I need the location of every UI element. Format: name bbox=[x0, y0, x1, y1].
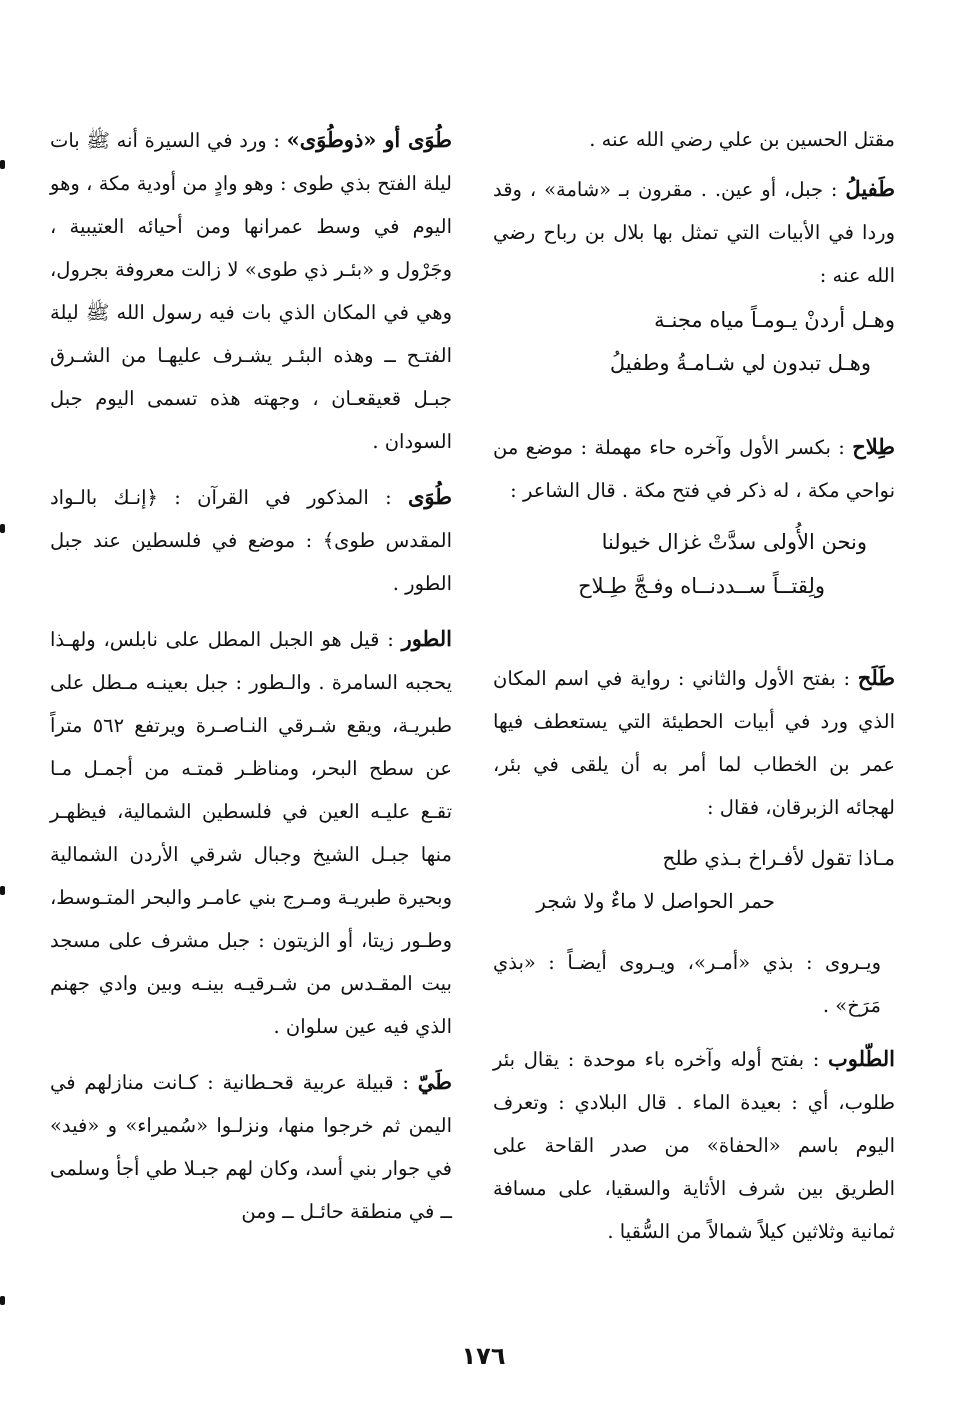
headword: طَيّ bbox=[417, 1069, 452, 1094]
entry-text: : قيل هو الجبل المطل على نابلس، ولهـذا يحجبه السامرة . والـطور : جبل بعينـه مـطل على طبريـة، ويقع شـرقي النـاصـرة ويرتفع ٥٦٢ متراً عن سطح البحر، ومناظـر قمتـه من أجمـل مـا تقـع عليـه العين في فلسطين الشمالية، فيظهـر منها جبـل الشيخ وجبال شرقي الأردن الشمالية وبحيرة طبريـة ومـرج بني عامـر والبحر المتـوسط، وطـور زيتا، أو الزيتون : جبل مشرف على مسجد بيت المقـدس من شـرقيـه بينـه وبين وادي جهنم الذي فيه عين سلوان . bbox=[50, 628, 452, 1038]
verse bbox=[493, 837, 895, 923]
headword: طَلَح bbox=[857, 665, 895, 690]
right-column bbox=[493, 118, 895, 1261]
entry-tafil bbox=[493, 167, 895, 297]
page-number: ١٧٦ bbox=[461, 1342, 506, 1370]
entry-tur bbox=[50, 617, 452, 1048]
verse-line-1: مـاذا تقول لأفـراخ بـذي طلح bbox=[662, 846, 895, 870]
headword: طُوَى bbox=[408, 484, 452, 509]
right-intro: مقتل الحسين بن علي رضي الله عنه . bbox=[589, 128, 895, 151]
verse-line-2: حمر الحواصل لا ماءٌ ولا شجر bbox=[536, 889, 775, 913]
headword: الطّلوب bbox=[827, 1046, 896, 1071]
headword: طَفيلُ bbox=[845, 176, 895, 201]
headword: طِلاح bbox=[852, 434, 896, 459]
entry-tuloob bbox=[493, 1037, 895, 1253]
entry-tuwa-dhu-tuwa bbox=[50, 118, 452, 463]
verse-line-1: ونحن الأُولى سدَّتْ غزال خيولنا bbox=[601, 530, 867, 554]
verse-line-2: ولِقتــاً ســددنــاه وفـجَّ طِـلاح bbox=[578, 574, 825, 598]
headword: طُوَى أو «ذوطُوَى» bbox=[286, 127, 452, 152]
verse bbox=[493, 520, 895, 608]
entry-text: : ورد في السيرة أنه ﷺ بات ليلة الفتح بذي طوى : وهو وادٍ من أودية مكة ، وهو اليوم في وسط عمرانها ومن أحيائه العتيبية ، وجَرْول و «بئـر ذي طوى» لا زالت معروفة بجرول، وهي في المكان الذي بات فيه رسول الله ﷺ ليلة الفتـح ــ وهذه البئـر يشـرف عليهـا من الشـرق جبـل قعيقعـان ، وجهته هذه تسمى اليوم جبل السودان . bbox=[50, 129, 452, 453]
margin-mark bbox=[0, 1296, 5, 1305]
entry-talah bbox=[493, 656, 895, 829]
entry-text: : بفتح أوله وآخره باء موحدة : يقال بئر طلوب، أي : بعيدة الماء . قال البلادي : وتعرف اليوم باسم «الحفاة» من صدر القاحة على الطريق بين شرف الأثاية والسقيا، على مسافة ثمانية وثلاثين كيلاً شمالاً من السُّقيا . bbox=[493, 1048, 895, 1243]
entry-text: : المذكور في القرآن : ﴿إنـك بالـواد المقدس طوى﴾ : موضع في فلسطين عند جبل الطور . bbox=[50, 486, 452, 595]
margin-mark bbox=[0, 160, 5, 169]
verse bbox=[493, 299, 895, 385]
entry-tayy bbox=[50, 1060, 452, 1233]
verse-line-1: وهـل أردنْ يـومـاً مياه مجنـة bbox=[654, 308, 895, 332]
entry-text: : بكسر الأول وآخره حاء مهملة : موضع من نواحي مكة ، له ذكر في فتح مكة . قال الشاعر : bbox=[493, 436, 895, 502]
headword: الطور bbox=[401, 626, 453, 651]
margin-mark bbox=[0, 886, 5, 895]
entry-text: : جبل، أو عين. . مقرون بـ «شامة» ، وقد وردا في الأبيات التي تمثل بها بلال بن رباح رضي الله عنه : bbox=[493, 178, 895, 287]
entry-text: : قبيلة عربية قحـطانية : كـانت منازلهم في اليمن ثم خرجوا منها، ونزلـوا «سُميراء» و «فيد» في جوار بني أسد، وكان لهم جبـلا طي أجأ وسلمى ــ في منطقة حائـل ــ ومن bbox=[50, 1071, 452, 1223]
margin-mark bbox=[0, 524, 5, 533]
entry-talah-variant: ويـروى : بذي «أمـر»، ويـروى أيضـاً : «بذي مَرَخ» . bbox=[493, 951, 881, 1017]
left-column bbox=[50, 118, 452, 1241]
verse-line-2: وهـل تبدون لي شـامـةُ وطفيلُ bbox=[609, 351, 871, 375]
entry-text: : بفتح الأول والثاني : رواية في اسم المكان الذي ورد في أبيات الحطيئة التي يستعطف فيها عمر بن الخطاب لما أمر به أن يلقى في بئر، لهجائه الزبرقان، فقال : bbox=[493, 667, 895, 819]
entry-tuwa bbox=[50, 475, 452, 605]
entry-tilah bbox=[493, 425, 895, 512]
